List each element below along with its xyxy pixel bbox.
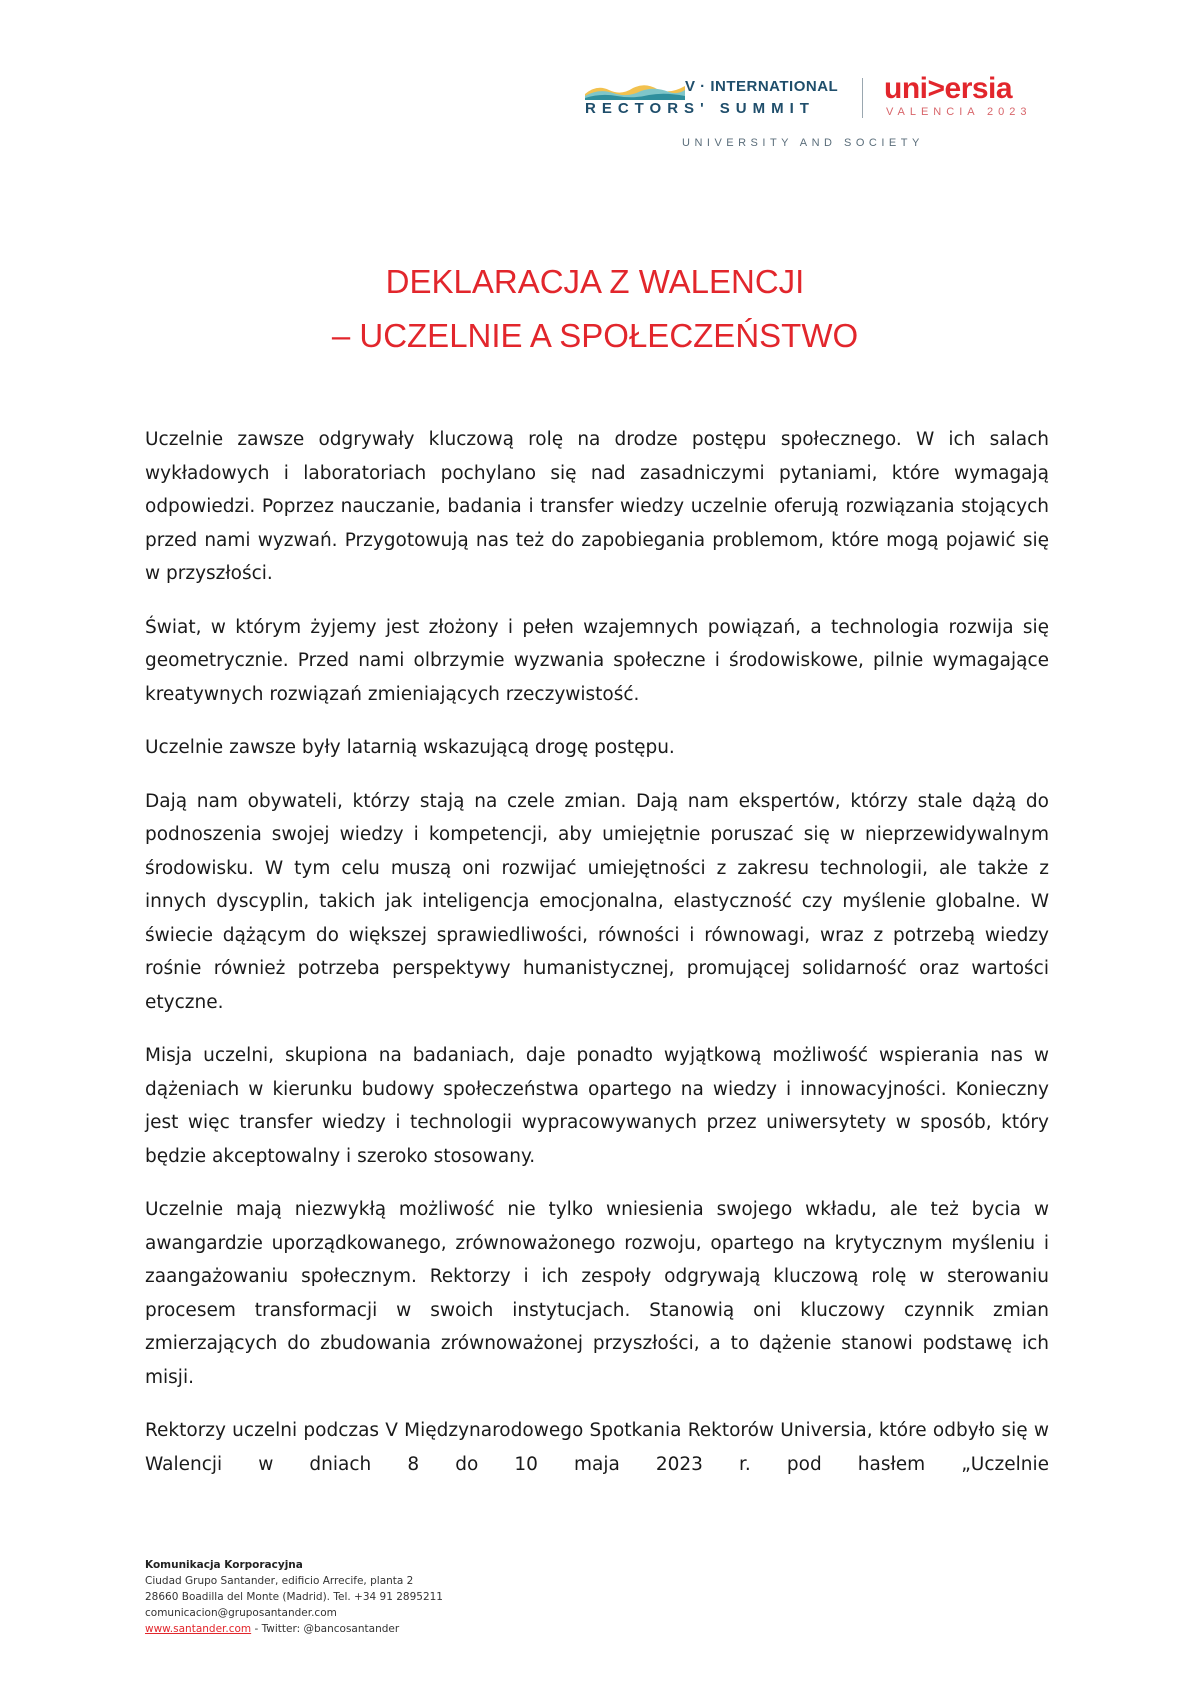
- paragraph: Misja uczelni, skupiona na badaniach, daje ponadto wyjątkową możliwość wspierania nas w dążeniach w kierunku budowy społeczeństwa opartego na wiedzy i innowacyjności. Konieczny jest więc transfer wiedzy i technologii wypracowywanych przez uniwersytety w sposób, który będzie akceptowalny i szeroko stosowany.: [145, 1045, 1049, 1167]
- footer: [145, 1557, 745, 1637]
- paragraph: Rektorzy uczelni podczas V Międzynarodowego Spotkania Rektorów Universia, które odbyło się w Walencji w dniach 8 do 10 maja 2023 r. pod hasłem „Uczelnie: [145, 1420, 1049, 1475]
- summit-title-line2: RECTORS' SUMMIT: [585, 100, 815, 117]
- tagline: UNIVERSITY AND SOCIETY: [682, 137, 924, 149]
- document-body: [145, 423, 1049, 1501]
- footer-web-line: [145, 1621, 745, 1637]
- footer-address-2: 28660 Boadilla del Monte (Madrid). Tel. +34 91 2895211: [145, 1591, 443, 1603]
- header: [0, 0, 1190, 160]
- footer-email: comunicacion@gruposantander.com: [145, 1607, 337, 1619]
- document-title: [0, 255, 1190, 363]
- website-link[interactable]: www.santander.com: [145, 1623, 252, 1635]
- logo-divider: [862, 78, 863, 118]
- title-line-1: DEKLARACJA Z WALENCJI: [385, 263, 805, 300]
- paragraph: Uczelnie mają niezwykłą możliwość nie tylko wniesienia swojego wkładu, ale też bycia w awangardzie uporządkowanego, zrównoważonego rozwoju, opartego na krytycznym myśleniu i zaangażowaniu społecznym. Rektorzy i ich zespoły odgrywają kluczową rolę w sterowaniu procesem transformacji w swoich instytucjach. Stanowią oni kluczowy czynnik zmian zmierzających do zbudowania zrównoważonej przyszłości, a to dążenie stanowi podstawę ich misji.: [145, 1199, 1049, 1388]
- universia-wordmark: uni>ersia: [884, 72, 1013, 105]
- universia-subtitle: VALENCIA 2023: [886, 106, 1032, 118]
- universia-logo: [884, 72, 1054, 122]
- paragraph: Uczelnie zawsze odgrywały kluczową rolę na drodze postępu społecznego. W ich salach wykładowych i laboratoriach pochylano się nad zasadniczymi pytaniami, które wymagają odpowiedzi. Poprzez nauczanie, badania i transfer wiedzy uczelnie oferują rozwiązania stojących przed nami wyzwań. Przygotowują nas też do zapobiegania problemom, które mogą pojawić się w przyszłości.: [145, 429, 1049, 584]
- paragraph: Świat, w którym żyjemy jest złożony i pełen wzajemnych powiązań, a technologia rozwija się geometrycznie. Przed nami olbrzymie wyzwania społeczne i środowiskowe, pilnie wymagające kreatywnych rozwiązań zmieniających rzeczywistość.: [145, 616, 1049, 705]
- wave-logo-icon: [585, 80, 685, 100]
- paragraph: Dają nam obywateli, którzy stają na czele zmian. Dają nam ekspertów, którzy stale dążą do podnoszenia swojej wiedzy i kompetencji, aby umiejętnie poruszać się w nieprzewidywalnym środowisku. W tym celu muszą oni rozwijać umiejętności z zakresu technologii, ale także z innych dyscyplin, takich jak inteligencja emocjonalna, elastyczność czy myślenie globalne. W świecie dążącym do większej sprawiedliwości, równości i równowagi, wraz z potrzebą wiedzy rośnie również potrzeba perspektywy humanistycznej, promującej solidarność oraz wartości etyczne.: [145, 790, 1049, 1013]
- footer-address-1: Ciudad Grupo Santander, edificio Arrecife, planta 2: [145, 1575, 414, 1587]
- summit-title-line1: V · INTERNATIONAL: [685, 78, 839, 95]
- summit-logo: [585, 76, 845, 122]
- paragraph: Uczelnie zawsze były latarnią wskazującą drogę postępu.: [145, 737, 675, 758]
- footer-twitter: - Twitter: @bancosantander: [251, 1623, 400, 1635]
- footer-org: Komunikacja Korporacyjna: [145, 1559, 303, 1571]
- title-line-2: – UCZELNIE A SPOŁECZEŃSTWO: [331, 317, 859, 354]
